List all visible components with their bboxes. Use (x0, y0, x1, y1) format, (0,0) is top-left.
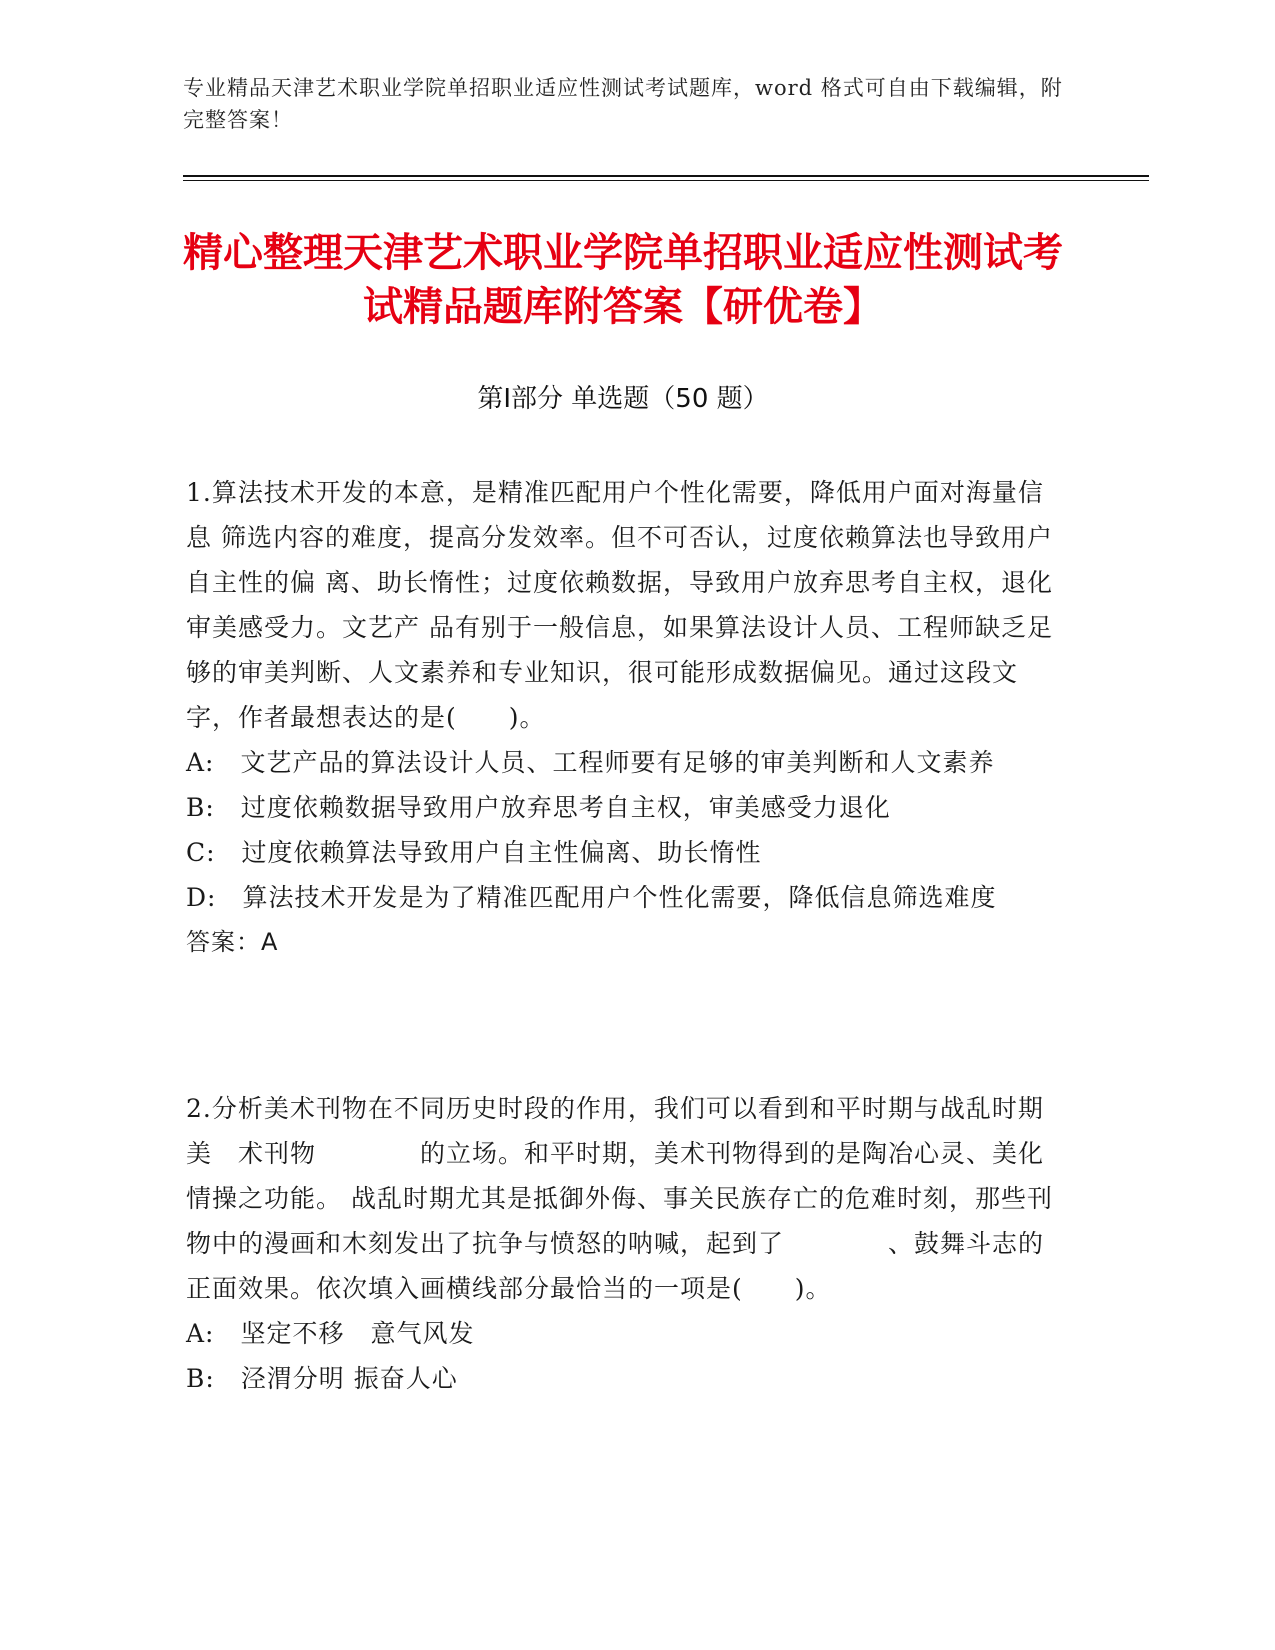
document-title: 精心整理天津艺术职业学院单招职业适应性测试考试精品题库附答案【研优卷】 (183, 230, 1063, 330)
question-1 (186, 470, 1066, 965)
header-note: 专业精品天津艺术职业学院单招职业适应性测试考试题库，word 格式可自由下载编辑，附完整答案！ (183, 76, 1063, 132)
option-b: B: 泾渭分明 振奋人心 (186, 1364, 458, 1393)
option-a: A: 坚定不移 意气风发 (186, 1319, 475, 1348)
header-divider-thick (183, 175, 1149, 177)
question-stem: 1.算法技术开发的本意，是精准匹配用户个性化需要，降低用户面对海量信息 筛选内容的难度，提高分发效率。但不可否认，过度依赖算法也导致用户自主性的偏 离、助长惰性；过度依赖数据，导致用户放弃思考自主权，退化审美感受力。文艺产 品有别于一般信息，如果算法设计人员、工程师缺乏足够的审美判断、人文素养和专业知识，很可能形成数据偏见。通过这段文字，作者最想表达的是( )。 (186, 478, 1053, 732)
answer-line: 答案：A (186, 928, 279, 956)
question-2 (186, 1086, 1066, 1401)
header-divider-thin (183, 180, 1149, 181)
option-a: A: 文艺产品的算法设计人员、工程师要有足够的审美判断和人文素养 (186, 748, 995, 777)
option-d: D: 算法技术开发是为了精准匹配用户个性化需要，降低信息筛选难度 (186, 883, 997, 912)
option-c: C: 过度依赖算法导致用户自主性偏离、助长惰性 (186, 838, 762, 867)
section-title: 第Ⅰ部分 单选题（50 题） (477, 384, 769, 414)
option-b: B: 过度依赖数据导致用户放弃思考自主权，审美感受力退化 (186, 793, 891, 822)
question-stem: 2.分析美术刊物在不同历史时段的作用，我们可以看到和平时期与战乱时期美 术刊物 的立场。和平时期，美术刊物得到的是陶冶心灵、美化情操之功能。 战乱时期尤其是抵御外侮、事关民族存亡的危难时刻，那些刊物中的漫画和木刻发出了抗争与愤怒的呐喊，起到了 、鼓舞斗志的正面效果。依次填入画横线部分最恰当的一项是( )。 (186, 1094, 1053, 1303)
